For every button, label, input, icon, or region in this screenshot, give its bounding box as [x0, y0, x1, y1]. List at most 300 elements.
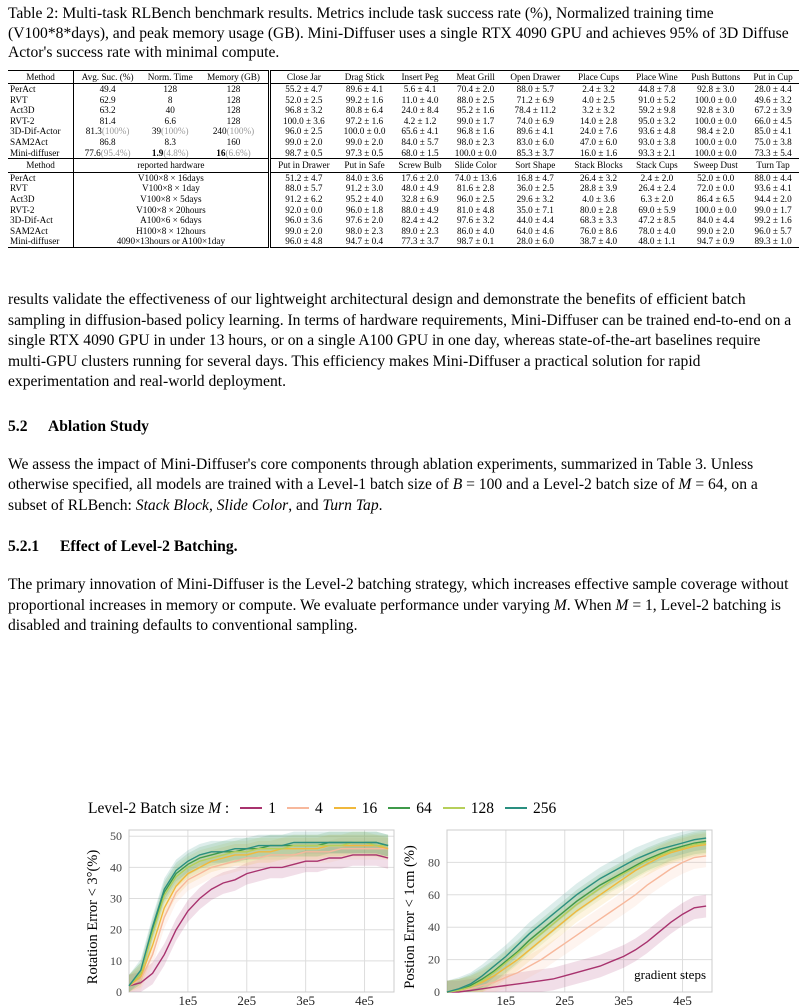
table1-row: [8, 84, 799, 95]
norm-time: 8.3: [164, 137, 176, 148]
task-score: 35.0 ± 7.1: [516, 204, 554, 215]
table1-col-header: Put in Cup: [747, 70, 799, 84]
task-score: 24.0 ± 8.4: [401, 105, 439, 116]
norm-time: 6.6: [164, 115, 176, 126]
method-name: Act3D: [8, 105, 74, 116]
legend-label: 64: [416, 800, 432, 817]
norm-time-cell: [141, 116, 199, 127]
task-score: 99.0 ± 2.0: [285, 137, 323, 148]
task-score: 95.0 ± 3.2: [638, 115, 676, 126]
legend-label: 1: [268, 800, 276, 817]
norm-time: 8: [167, 94, 173, 105]
memory-relative: (6.6%): [225, 147, 251, 158]
task-score: 88.0 ± 2.5: [457, 94, 495, 105]
task-score: 100.0 ± 0.0: [343, 126, 386, 137]
task-score: 48.0 ± 4.9: [401, 183, 439, 194]
task-score: 100.0 ± 0.0: [694, 137, 737, 148]
avg-success-relative: (95.4%): [100, 147, 131, 158]
table1-body: [8, 84, 799, 159]
figure-legend: [88, 800, 556, 818]
table1-row: [8, 105, 799, 116]
reported-hardware: A100×6 × 6days: [74, 215, 269, 226]
x-tick-label: 2e5: [237, 993, 257, 1005]
task-score: 47.2 ± 8.5: [638, 215, 676, 226]
task-score: 80.0 ± 2.8: [579, 204, 618, 215]
task-score: 28.0 ± 6.0: [503, 236, 567, 247]
task-score: 17.6 ± 2.0: [401, 172, 439, 183]
x-tick-label: 2e5: [555, 993, 575, 1005]
task-score: 16.0 ± 1.6: [579, 147, 618, 158]
task-score: 96.0 ± 4.8: [269, 236, 337, 247]
task-score: 48.0 ± 1.1: [630, 236, 684, 247]
memory-cell: [199, 84, 269, 95]
task-score: 4.0 ± 2.5: [582, 94, 615, 105]
task-score: 86.0 ± 4.0: [457, 225, 495, 236]
task-score: 94.4 ± 2.0: [754, 194, 792, 205]
task-score: 84.0 ± 5.7: [401, 137, 439, 148]
task-score: 92.8 ± 3.0: [697, 84, 735, 95]
legend-item: [334, 800, 378, 818]
task-score: 94.7 ± 0.4: [337, 236, 392, 247]
y-tick-label: 0: [116, 985, 122, 999]
norm-time-cell: [141, 105, 199, 116]
task-score: 96.0 ± 5.7: [754, 225, 792, 236]
separator: , and: [288, 496, 323, 514]
legend-item: [287, 800, 323, 818]
task-score: 14.0 ± 2.8: [579, 115, 618, 126]
task-score: 97.3 ± 0.5: [345, 147, 384, 158]
task-score: 78.4 ± 11.2: [514, 105, 556, 116]
table1-col-header: Close Jar: [269, 70, 337, 84]
task-score: 100.0 ± 3.6: [282, 115, 325, 126]
level2-text-3: = 1, Level-2 batching is disabled and training defaults to conventional sampling.: [8, 596, 781, 634]
math-M: M: [553, 596, 567, 614]
task-score: 59.2 ± 9.8: [638, 105, 676, 116]
method-name: Mini-diffuser: [8, 148, 74, 159]
legend-prefix: Level-2 Batch size: [88, 800, 209, 817]
task-score: 99.0 ± 2.0: [697, 225, 735, 236]
memory: 240: [212, 126, 227, 137]
table2-col-header: reported hardware: [74, 159, 269, 173]
table1-col-header: Insert Peg: [392, 70, 448, 84]
memory-relative: (100%): [226, 126, 255, 137]
task-score: 99.0 ± 1.7: [457, 115, 495, 126]
table2-col-header: Method: [8, 159, 74, 173]
norm-time-cell: [141, 148, 199, 159]
avg-success: 63.2: [99, 105, 116, 116]
avg-success-cell: [74, 105, 141, 116]
task-score: 92.0 ± 0.0: [285, 204, 323, 215]
level2-paragraph: [8, 575, 799, 637]
task-score: 72.0 ± 0.0: [697, 183, 735, 194]
table2-row: [8, 183, 799, 194]
x-axis-label: gradient steps: [634, 967, 706, 982]
task-score: 96.8 ± 3.2: [285, 105, 323, 116]
table1-col-header: Method: [8, 70, 74, 84]
subsection-number: 5.2.1: [8, 538, 40, 555]
task-score: 68.3 ± 3.3: [579, 215, 618, 226]
table2-col-header: Turn Tap: [747, 159, 799, 173]
task-score: 76.0 ± 8.6: [579, 225, 618, 236]
y-tick-label: 80: [428, 855, 440, 870]
x-tick-label: 4e5: [673, 993, 692, 1005]
task-score: 84.0 ± 3.6: [345, 172, 384, 183]
y-tick-label: 20: [428, 952, 440, 967]
task-score: 38.7 ± 4.0: [567, 236, 629, 247]
task-score: 81.6 ± 2.8: [457, 183, 495, 194]
table1-col-header: Drag Stick: [337, 70, 392, 84]
memory-cell: [199, 137, 269, 148]
task-score: 99.0 ± 2.0: [285, 225, 323, 236]
task-slide-color: Slide Color: [216, 496, 289, 514]
y-tick-label: 60: [428, 887, 440, 902]
task-score: 84.0 ± 4.4: [697, 215, 735, 226]
table1-row: [8, 148, 799, 159]
avg-success-cell: [74, 126, 141, 137]
norm-time-relative: (4.8%): [163, 147, 189, 158]
legend-items: [229, 800, 556, 817]
task-score: 93.6 ± 4.8: [638, 126, 676, 137]
table2-col-header: Sweep Dust: [684, 159, 747, 173]
norm-time: 40: [165, 105, 175, 116]
table2-row: [8, 205, 799, 216]
method-name: 3D-Dif-Actor: [8, 126, 74, 137]
task-score: 74.0 ± 6.9: [516, 115, 554, 126]
table2-row: [8, 215, 799, 226]
table1-col-header: Norm. Time: [141, 70, 199, 84]
table2-col-header: Stack Blocks: [567, 159, 629, 173]
memory-cell: [199, 95, 269, 106]
table2-col-header: Screw Bulb: [392, 159, 448, 173]
level2-text-1: The primary innovation of Mini-Diffuser is the Level-2 batching strategy, which increases effective sample coverage without proportional increases in memory or compute. We evaluate performance under varying: [8, 576, 789, 614]
position-error-chart: [402, 822, 720, 1005]
separator: ,: [208, 496, 217, 514]
task-score: 93.6 ± 4.1: [754, 183, 792, 194]
task-score: 99.0 ± 2.0: [345, 137, 384, 148]
table1-header-row: [8, 70, 799, 84]
memory-cell: [199, 148, 269, 159]
task-score: 93.0 ± 3.8: [638, 137, 676, 148]
task-score: 75.0 ± 3.8: [754, 137, 792, 148]
avg-success: 77.6: [84, 147, 101, 158]
caption-label: Table 2:: [8, 5, 59, 22]
legend-item: [505, 800, 556, 818]
table1-row: [8, 126, 799, 137]
task-score: 81.0 ± 4.8: [457, 204, 495, 215]
y-tick-label: 40: [428, 920, 440, 935]
section-title: Ablation Study: [48, 417, 149, 435]
method-name: PerAct: [8, 84, 74, 95]
task-score: 91.2 ± 6.2: [285, 194, 323, 205]
norm-time-cell: [141, 137, 199, 148]
task-score: 5.6 ± 4.1: [403, 84, 437, 95]
task-stack-block: Stack Block: [135, 496, 209, 514]
task-score: 86.4 ± 6.5: [697, 194, 735, 205]
task-score: 100.0 ± 0.0: [694, 204, 737, 215]
method-name: RVT: [8, 95, 74, 106]
task-score: 4.0 ± 3.6: [582, 194, 615, 205]
x-tick-label: 1e5: [496, 993, 516, 1005]
memory-cell: [199, 126, 269, 137]
task-score: 85.3 ± 3.7: [516, 147, 554, 158]
math-M: M: [615, 596, 629, 614]
reported-hardware: V100×8 × 5days: [74, 194, 269, 205]
table2-col-header: Put in Safe: [337, 159, 392, 173]
task-score: 67.2 ± 3.9: [754, 105, 792, 116]
norm-time-cell: [141, 95, 199, 106]
legend-label: 4: [314, 800, 323, 817]
task-score: 78.0 ± 4.0: [638, 225, 676, 236]
task-score: 29.6 ± 3.2: [516, 194, 554, 205]
y-axis-label: Rotation Error < 3°(%): [85, 849, 101, 985]
y-tick-label: 50: [110, 829, 122, 844]
task-score: 83.0 ± 6.0: [516, 137, 554, 148]
task-score: 95.2 ± 4.0: [345, 194, 384, 205]
task-score: 66.0 ± 4.5: [754, 115, 792, 126]
table1-col-header: Avg. Suc. (%): [74, 70, 141, 84]
ablation-paragraph: [8, 455, 799, 517]
memory: 128: [226, 105, 241, 116]
task-score: 68.0 ± 1.5: [401, 147, 439, 158]
task-turn-tap: Turn Tap: [322, 496, 379, 514]
task-score: 99.0 ± 1.7: [754, 204, 792, 215]
memory: 160: [226, 137, 241, 148]
norm-time-relative: (100%): [161, 126, 189, 137]
task-score: 3.2 ± 3.2: [582, 105, 615, 116]
task-score: 99.2 ± 1.6: [345, 94, 384, 105]
ablation-text-3: = 64, on a subset of RLBench:: [8, 476, 758, 514]
table2-col-header: Put in Drawer: [269, 159, 337, 173]
memory: 128: [226, 115, 241, 126]
avg-success: 86.8: [99, 137, 116, 148]
memory: 128: [226, 84, 241, 95]
reported-hardware: V100×8 × 20hours: [74, 205, 269, 216]
task-score: 97.6 ± 3.2: [457, 215, 495, 226]
table1-row: [8, 137, 799, 148]
avg-success-cell: [74, 95, 141, 106]
reported-hardware: V100×8 × 16days: [74, 172, 269, 183]
task-score: 91.2 ± 3.0: [345, 183, 384, 194]
y-tick-label: 40: [110, 860, 122, 875]
task-score: 26.4 ± 3.2: [579, 172, 618, 183]
paper-page: [8, 0, 799, 637]
task-score: 96.0 ± 2.5: [457, 194, 495, 205]
x-tick-label: 3e5: [296, 993, 316, 1005]
norm-time-cell: [141, 84, 199, 95]
method-name: 3D-Dif-Act: [8, 215, 74, 226]
memory-cell: [199, 116, 269, 127]
task-score: 44.8 ± 7.8: [638, 84, 676, 95]
task-score: 95.2 ± 1.6: [457, 105, 495, 116]
task-score: 80.8 ± 6.4: [345, 105, 384, 116]
ablation-text-2: = 100 and a Level-2 batch size of: [462, 476, 679, 493]
task-score: 55.2 ± 4.7: [285, 84, 323, 95]
task-score: 4.2 ± 1.2: [403, 115, 437, 126]
memory: 128: [226, 94, 241, 105]
legend-swatch: [240, 807, 262, 809]
legend-colon: :: [221, 800, 230, 817]
task-score: 6.3 ± 2.0: [640, 194, 674, 205]
task-score: 44.0 ± 4.4: [516, 215, 554, 226]
task-score: 16.8 ± 4.7: [516, 172, 554, 183]
legend-label: 16: [361, 800, 378, 817]
results-table: [8, 70, 799, 249]
x-tick-label: 4e5: [355, 993, 374, 1005]
legend-item: [443, 800, 494, 818]
task-score: 26.4 ± 2.4: [638, 183, 676, 194]
avg-success: 49.4: [99, 84, 116, 95]
period: .: [378, 496, 383, 514]
x-tick-label: 1e5: [178, 993, 198, 1005]
task-score: 88.0 ± 4.9: [401, 204, 439, 215]
task-score: 96.0 ± 2.5: [285, 126, 323, 137]
y-tick-label: 30: [110, 891, 122, 906]
section-heading-5-2-1: [8, 538, 799, 556]
reported-hardware: H100×8 × 12hours: [74, 226, 269, 237]
math-M: M: [678, 476, 692, 493]
reported-hardware: 4090×13hours or A100×1day: [74, 236, 269, 247]
table2-header-row: [8, 159, 799, 173]
table2-col-header: Stack Cups: [630, 159, 684, 173]
table2-col-header: Slide Color: [448, 159, 503, 173]
task-score: 47.0 ± 6.0: [579, 137, 618, 148]
task-score: 70.4 ± 2.0: [457, 84, 495, 95]
task-score: 36.0 ± 2.5: [516, 183, 554, 194]
rotation-error-chart: [84, 822, 402, 1005]
subsection-title: Effect of Level-2 Batching.: [60, 538, 238, 555]
task-score: 89.0 ± 2.3: [401, 225, 439, 236]
task-score: 2.4 ± 2.0: [640, 172, 674, 183]
reported-hardware: V100×8 × 1day: [74, 183, 269, 194]
task-score: 32.8 ± 6.9: [401, 194, 439, 205]
task-score: 100.0 ± 0.0: [694, 94, 737, 105]
task-score: 77.3 ± 3.7: [392, 236, 448, 247]
task-score: 89.3 ± 1.0: [747, 236, 799, 247]
x-tick-label: 3e5: [614, 993, 634, 1005]
task-score: 94.7 ± 0.9: [684, 236, 747, 247]
table2-col-header: Sort Shape: [503, 159, 567, 173]
table1-col-header: Push Buttons: [684, 70, 747, 84]
task-score: 99.2 ± 1.6: [754, 215, 792, 226]
task-score: 97.6 ± 2.0: [345, 215, 384, 226]
task-score: 96.8 ± 1.6: [457, 126, 495, 137]
method-name: SAM2Act: [8, 226, 74, 237]
avg-success: 81.3: [85, 126, 102, 137]
task-score: 82.4 ± 4.2: [401, 215, 439, 226]
section-heading-5-2: [8, 418, 799, 436]
legend-label: 128: [470, 800, 494, 817]
table2-row: [8, 172, 799, 183]
norm-time: 128: [163, 84, 178, 95]
y-tick-label: 0: [434, 985, 440, 999]
memory: 16: [216, 147, 226, 158]
task-score: 88.0 ± 4.4: [754, 172, 792, 183]
legend-item: [240, 800, 276, 818]
task-score: 98.0 ± 2.3: [457, 137, 495, 148]
avg-success-cell: [74, 84, 141, 95]
level2-text-2: . When: [566, 596, 616, 614]
task-score: 89.6 ± 4.1: [516, 126, 554, 137]
task-score: 100.0 ± 0.0: [694, 115, 737, 126]
task-score: 91.0 ± 5.2: [638, 94, 676, 105]
task-score: 96.0 ± 3.6: [285, 215, 323, 226]
table2-row: [8, 236, 799, 247]
task-score: 100.0 ± 0.0: [694, 147, 737, 158]
task-score: 64.0 ± 4.6: [516, 225, 554, 236]
caption-text: Multi-task RLBench benchmark results. Metrics include task success rate (%), Normalized training time (V100*8*days), and peak memory usage (GB). Mini-Diffuser uses a single RTX 4090 GPU and achieves 95% of 3D Diffuse Actor's success rate with minimal compute.: [8, 5, 789, 61]
task-score: 96.0 ± 1.8: [345, 204, 384, 215]
task-score: 28.0 ± 4.4: [754, 84, 792, 95]
task-score: 2.4 ± 3.2: [582, 84, 615, 95]
task-score: 92.8 ± 3.0: [697, 105, 735, 116]
table1-col-header: Place Cups: [567, 70, 629, 84]
method-name: RVT-2: [8, 205, 74, 216]
task-score: 52.0 ± 0.0: [697, 172, 735, 183]
task-score: 11.0 ± 4.0: [401, 94, 439, 105]
task-score: 100.0 ± 0.0: [454, 147, 497, 158]
table2-row: [8, 194, 799, 205]
y-tick-label: 20: [110, 922, 122, 937]
table1-row: [8, 116, 799, 127]
method-name: RVT: [8, 183, 74, 194]
method-name: Mini-diffuser: [8, 236, 74, 247]
y-tick-label: 10: [110, 953, 122, 968]
method-name: SAM2Act: [8, 137, 74, 148]
table1-col-header: Memory (GB): [199, 70, 269, 84]
table-caption: [8, 4, 799, 63]
legend-swatch: [287, 807, 309, 809]
task-score: 93.3 ± 2.1: [638, 147, 676, 158]
legend-swatch: [388, 807, 410, 809]
ablation-text-1: We assess the impact of Mini-Diffuser's core components through ablation experiments, summarized in Table 3. Unless otherwise specified, all models are trained with a Level-1 batch size of: [8, 455, 754, 493]
task-score: 49.6 ± 3.2: [754, 94, 792, 105]
avg-success: 62.9: [99, 94, 116, 105]
method-name: RVT-2: [8, 116, 74, 127]
method-name: PerAct: [8, 172, 74, 183]
task-score: 28.8 ± 3.9: [579, 183, 618, 194]
task-score: 98.7 ± 0.1: [448, 236, 503, 247]
table2-body: [8, 172, 799, 247]
task-score: 97.2 ± 1.6: [345, 115, 384, 126]
task-score: 73.3 ± 5.4: [754, 147, 792, 158]
memory-cell: [199, 105, 269, 116]
task-score: 85.0 ± 4.1: [754, 126, 792, 137]
task-score: 51.2 ± 4.7: [285, 172, 323, 183]
avg-success-relative: (100%): [101, 126, 130, 137]
norm-time-cell: [141, 126, 199, 137]
legend-var: M: [208, 800, 221, 817]
avg-success: 81.4: [99, 115, 116, 126]
task-score: 65.6 ± 4.1: [401, 126, 439, 137]
y-axis-label: Postion Error < 1cm (%): [402, 845, 418, 989]
method-name: Act3D: [8, 194, 74, 205]
avg-success-cell: [74, 137, 141, 148]
task-score: 74.0 ± 13.6: [454, 172, 497, 183]
section-number: 5.2: [8, 417, 28, 435]
table2-row: [8, 226, 799, 237]
task-score: 98.7 ± 0.5: [285, 147, 323, 158]
task-score: 98.0 ± 2.3: [345, 225, 384, 236]
table1-col-header: Place Wine: [630, 70, 684, 84]
task-score: 52.0 ± 2.5: [285, 94, 323, 105]
task-score: 89.6 ± 4.1: [345, 84, 384, 95]
legend-swatch: [505, 807, 527, 809]
legend-swatch: [334, 807, 356, 809]
table1-col-header: Open Drawer: [503, 70, 567, 84]
legend-swatch: [443, 807, 465, 809]
legend-item: [388, 800, 432, 818]
task-score: 69.0 ± 5.9: [638, 204, 676, 215]
